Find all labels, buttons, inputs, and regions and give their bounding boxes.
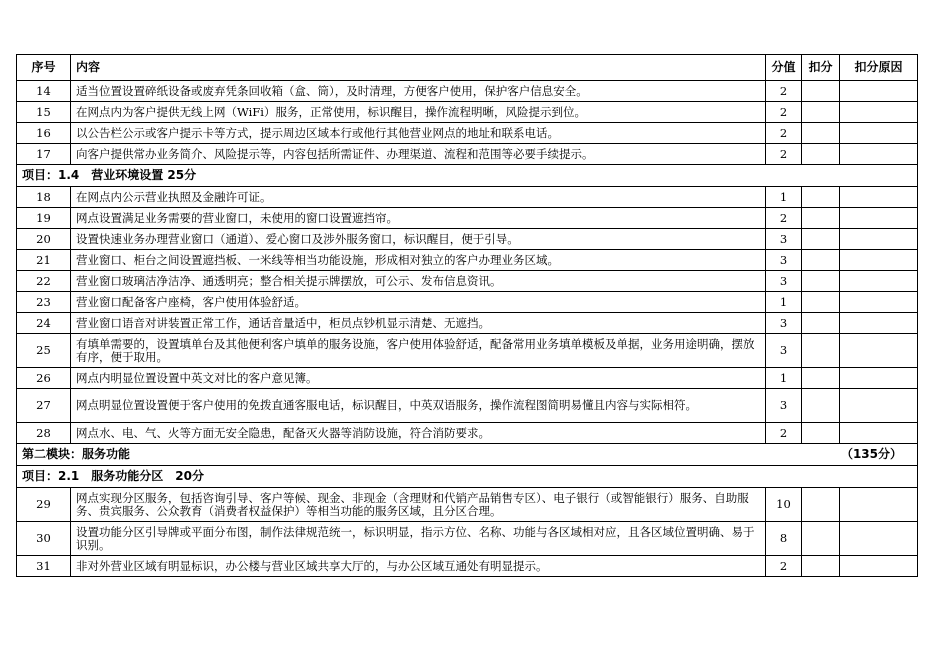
- table-row: [17, 488, 918, 522]
- cell-deduct: [802, 334, 840, 368]
- cell-reason: [840, 250, 918, 271]
- cell-deduct: [802, 522, 840, 556]
- cell-content: 网点水、电、气、火等方面无安全隐患，配备灭火器等消防设施，符合消防要求。: [71, 423, 766, 444]
- cell-deduct: [802, 123, 840, 144]
- cell-num: 26: [17, 368, 71, 389]
- cell-deduct: [802, 271, 840, 292]
- cell-deduct: [802, 389, 840, 423]
- cell-num: 22: [17, 271, 71, 292]
- header-score: 分值: [766, 55, 802, 81]
- cell-num: 14: [17, 81, 71, 102]
- cell-deduct: [802, 488, 840, 522]
- cell-num: 20: [17, 229, 71, 250]
- cell-num: 31: [17, 556, 71, 577]
- cell-reason: [840, 368, 918, 389]
- cell-content: 网点明显位置设置便于客户使用的免拨直通客服电话，标识醒目，中英双语服务，操作流程图简明易懂且内容与实际相符。: [71, 389, 766, 423]
- cell-num: 27: [17, 389, 71, 423]
- cell-score: 2: [766, 423, 802, 444]
- section-label: 第二模块：服务功能: [22, 447, 131, 461]
- cell-reason: [840, 334, 918, 368]
- cell-score: 2: [766, 144, 802, 165]
- table-row: [17, 229, 918, 250]
- cell-reason: [840, 423, 918, 444]
- cell-content: 在网点内为客户提供无线上网（WiFi）服务，正常使用，标识醒目，操作流程明晰，风险提示到位。: [71, 102, 766, 123]
- table-row: [17, 208, 918, 229]
- cell-num: 19: [17, 208, 71, 229]
- cell-score: 2: [766, 123, 802, 144]
- table-row: [17, 389, 918, 423]
- cell-content: 以公告栏公示或客户提示卡等方式，提示周边区域本行或他行其他营业网点的地址和联系电话。: [71, 123, 766, 144]
- table-row: [17, 556, 918, 577]
- cell-reason: [840, 271, 918, 292]
- cell-num: 23: [17, 292, 71, 313]
- cell-reason: [840, 292, 918, 313]
- table-row: [17, 271, 918, 292]
- section-title: [17, 466, 918, 488]
- cell-content: 营业窗口语音对讲装置正常工作，通话音量适中，柜员点钞机显示清楚、无遮挡。: [71, 313, 766, 334]
- table-row: [17, 423, 918, 444]
- cell-score: 3: [766, 271, 802, 292]
- cell-content: 网点实现分区服务，包括咨询引导、客户等候、现金、非现金（含理财和代销产品销售专区）、电子银行（或智能银行）服务、自助服务、贵宾服务、公众教育（消费者权益保护）等相当功能的服务区域，且分区合理。: [71, 488, 766, 522]
- cell-score: 3: [766, 334, 802, 368]
- section-title: [17, 444, 918, 466]
- section-row: [17, 165, 918, 187]
- section-label: 项目：2.1 服务功能分区 20分: [22, 469, 204, 483]
- table-row: [17, 334, 918, 368]
- header-num: 序号: [17, 55, 71, 81]
- section-total: （135分）: [840, 447, 902, 461]
- cell-score: 3: [766, 250, 802, 271]
- cell-reason: [840, 208, 918, 229]
- table-row: [17, 144, 918, 165]
- table-row: [17, 187, 918, 208]
- cell-content: 向客户提供常办业务简介、风险提示等，内容包括所需证件、办理渠道、流程和范围等必要手续提示。: [71, 144, 766, 165]
- cell-num: 29: [17, 488, 71, 522]
- cell-reason: [840, 313, 918, 334]
- cell-score: 3: [766, 389, 802, 423]
- cell-num: 30: [17, 522, 71, 556]
- cell-score: 10: [766, 488, 802, 522]
- section-row: [17, 466, 918, 488]
- cell-score: 2: [766, 81, 802, 102]
- cell-score: 8: [766, 522, 802, 556]
- cell-content: 设置快速业务办理营业窗口（通道）、爱心窗口及涉外服务窗口，标识醒目，便于引导。: [71, 229, 766, 250]
- cell-score: 1: [766, 187, 802, 208]
- cell-content: 适当位置设置碎纸设备或废弃凭条回收箱（盒、筒），及时清理，方便客户使用，保护客户信息安全。: [71, 81, 766, 102]
- cell-reason: [840, 144, 918, 165]
- cell-num: 18: [17, 187, 71, 208]
- cell-content: 网点内明显位置设置中英文对比的客户意见簿。: [71, 368, 766, 389]
- cell-score: 2: [766, 556, 802, 577]
- cell-deduct: [802, 313, 840, 334]
- cell-num: 24: [17, 313, 71, 334]
- cell-deduct: [802, 81, 840, 102]
- cell-num: 28: [17, 423, 71, 444]
- cell-num: 21: [17, 250, 71, 271]
- cell-deduct: [802, 102, 840, 123]
- section-row: [17, 444, 918, 466]
- cell-content: 在网点内公示营业执照及金融许可证。: [71, 187, 766, 208]
- evaluation-sheet: [16, 54, 917, 577]
- cell-content: 非对外营业区域有明显标识，办公楼与营业区域共享大厅的，与办公区域互通处有明显提示。: [71, 556, 766, 577]
- cell-content: 设置功能分区引导牌或平面分布图，制作法律规范统一，标识明显，指示方位、名称、功能与各区域相对应，且各区域位置明确、易于识别。: [71, 522, 766, 556]
- table-row: [17, 522, 918, 556]
- cell-num: 17: [17, 144, 71, 165]
- cell-content: 营业窗口配备客户座椅，客户使用体验舒适。: [71, 292, 766, 313]
- cell-content: 网点设置满足业务需要的营业窗口，未使用的窗口设置遮挡帘。: [71, 208, 766, 229]
- table-row: [17, 368, 918, 389]
- cell-num: 25: [17, 334, 71, 368]
- evaluation-table: [16, 54, 918, 577]
- cell-reason: [840, 522, 918, 556]
- cell-deduct: [802, 368, 840, 389]
- cell-content: 营业窗口玻璃洁净洁净、通透明亮；整合相关提示牌摆放，可公示、发布信息资讯。: [71, 271, 766, 292]
- cell-content: 营业窗口、柜台之间设置遮挡板、一米线等相当功能设施，形成相对独立的客户办理业务区域。: [71, 250, 766, 271]
- cell-reason: [840, 187, 918, 208]
- cell-content: 有填单需要的，设置填单台及其他便利客户填单的服务设施，客户使用体验舒适，配备常用业务填单模板及单据，业务用途明确，摆放有序，便于取用。: [71, 334, 766, 368]
- cell-score: 1: [766, 292, 802, 313]
- cell-deduct: [802, 292, 840, 313]
- cell-score: 2: [766, 208, 802, 229]
- cell-deduct: [802, 144, 840, 165]
- cell-score: 2: [766, 102, 802, 123]
- cell-reason: [840, 389, 918, 423]
- table-header-row: [17, 55, 918, 81]
- cell-reason: [840, 102, 918, 123]
- cell-reason: [840, 488, 918, 522]
- header-content: 内容: [71, 55, 766, 81]
- table-body: [17, 81, 918, 577]
- section-title: [17, 165, 918, 187]
- cell-deduct: [802, 187, 840, 208]
- cell-deduct: [802, 208, 840, 229]
- cell-reason: [840, 556, 918, 577]
- table-row: [17, 123, 918, 144]
- cell-reason: [840, 81, 918, 102]
- header-deduct: 扣分: [802, 55, 840, 81]
- cell-deduct: [802, 250, 840, 271]
- cell-deduct: [802, 556, 840, 577]
- cell-reason: [840, 229, 918, 250]
- table-row: [17, 81, 918, 102]
- header-reason: 扣分原因: [840, 55, 918, 81]
- section-label: 项目：1.4 营业环境设置 25分: [22, 168, 197, 182]
- cell-score: 3: [766, 313, 802, 334]
- cell-score: 1: [766, 368, 802, 389]
- cell-reason: [840, 123, 918, 144]
- cell-score: 3: [766, 229, 802, 250]
- cell-num: 16: [17, 123, 71, 144]
- cell-num: 15: [17, 102, 71, 123]
- cell-deduct: [802, 423, 840, 444]
- table-row: [17, 250, 918, 271]
- cell-deduct: [802, 229, 840, 250]
- table-row: [17, 292, 918, 313]
- table-row: [17, 313, 918, 334]
- table-row: [17, 102, 918, 123]
